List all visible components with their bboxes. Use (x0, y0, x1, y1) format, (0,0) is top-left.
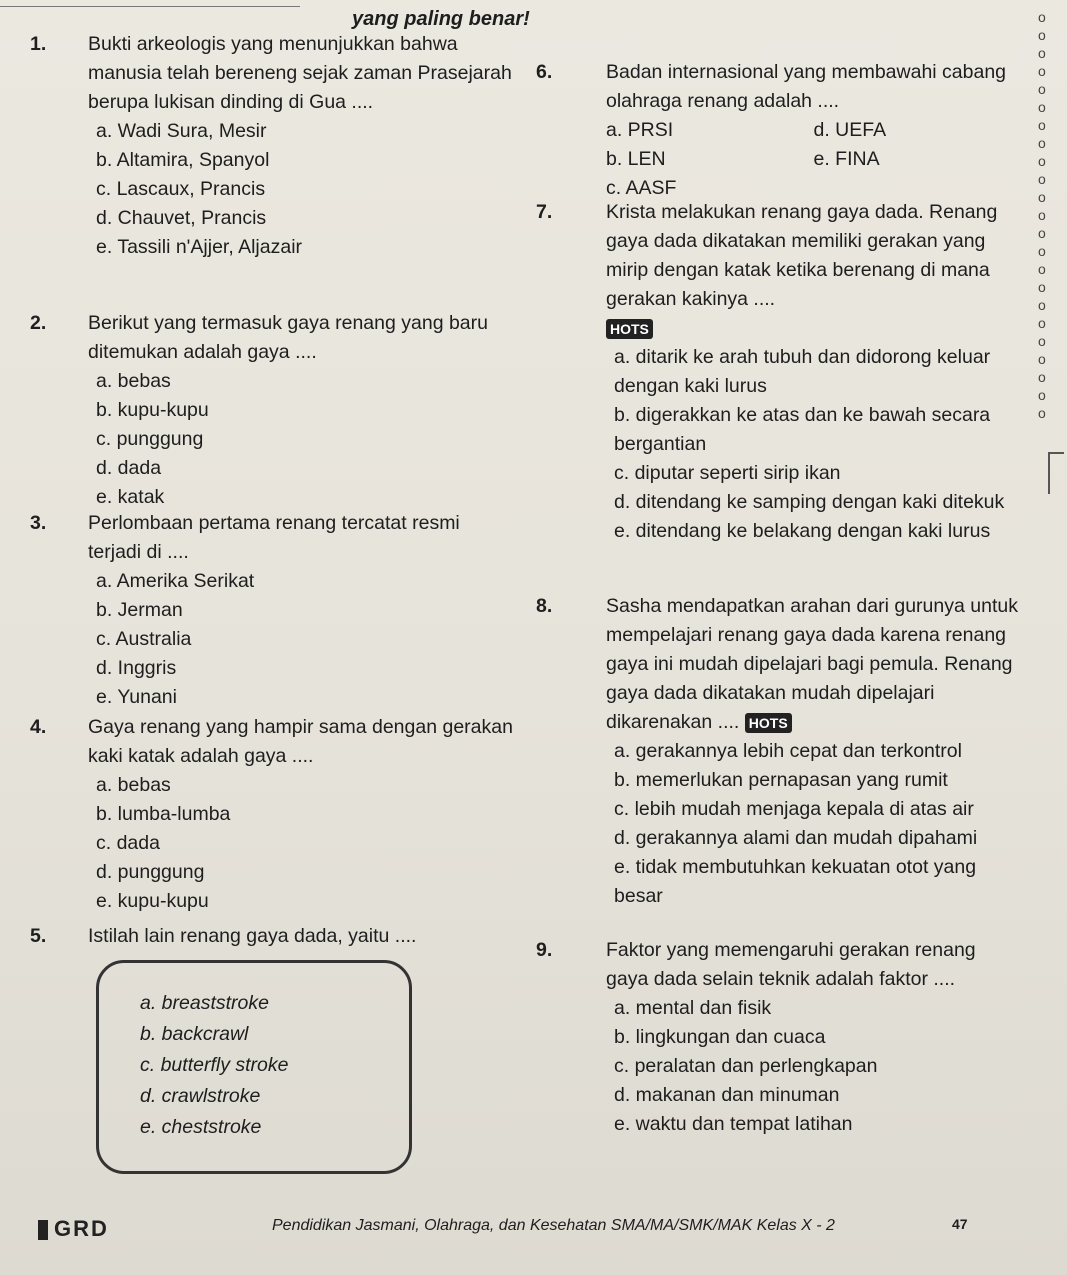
option-a[interactable]: a. gerakannya lebih cepat dan terkontrol (614, 740, 962, 762)
question-number: 8. (536, 595, 553, 617)
option-list (88, 567, 518, 712)
question-6 (536, 58, 1021, 203)
hots-badge: HOTS (745, 713, 792, 733)
option-a[interactable]: a. PRSI (606, 119, 674, 141)
question-3 (30, 509, 518, 712)
option-e[interactable]: e. tidak membutuhkan kekuatan otot yang besar (614, 856, 977, 907)
option-a[interactable]: a. bebas (96, 370, 171, 392)
option-b[interactable]: b. lumba-lumba (96, 803, 231, 825)
option-d[interactable]: d. makanan dan minuman (614, 1084, 840, 1106)
publisher-logo: GRD (38, 1216, 109, 1242)
question-number: 2. (30, 312, 47, 334)
option-c[interactable]: c. dada (96, 832, 160, 854)
question-1 (30, 30, 518, 262)
option-d[interactable]: d. dada (96, 457, 162, 479)
question-9 (536, 936, 1021, 1139)
hots-badge: HOTS (606, 319, 653, 339)
option-c[interactable]: c. AASF (606, 177, 677, 199)
question-number: 6. (536, 61, 553, 83)
question-number: 3. (30, 512, 47, 534)
question-5 (30, 922, 528, 951)
book-title: Pendidikan Jasmani, Olahraga, dan Kesehatan SMA/MA/SMK/MAK Kelas X - 2 (272, 1217, 835, 1234)
question-stem: Badan internasional yang membawahi cabang olahraga renang adalah .... (606, 61, 1007, 112)
option-c[interactable]: c. butterfly stroke (140, 1054, 289, 1076)
option-a[interactable]: a. breaststroke (140, 992, 269, 1014)
page-number: 47 (952, 1216, 968, 1232)
option-e[interactable]: e. ditendang ke belakang dengan kaki lurus (614, 520, 991, 542)
question-stem-text: Sasha mendapatkan arahan dari gurunya untuk mempelajari renang gaya dada karena renang gaya ini mudah dipelajari bagi pemula. Renang gaya dada dikatakan mudah dipelajari dikarenakan .... (606, 595, 1018, 733)
question-stem: Istilah lain renang gaya dada, yaitu .... (88, 925, 417, 947)
option-list (606, 737, 1021, 911)
option-e[interactable]: e. FINA (813, 148, 880, 170)
question-stem: Perlombaan pertama renang tercatat resmi terjadi di .... (88, 512, 460, 563)
option-c[interactable]: c. punggung (96, 428, 204, 450)
option-e[interactable]: e. waktu dan tempat latihan (614, 1113, 853, 1135)
option-a[interactable]: a. bebas (96, 774, 171, 796)
option-b[interactable]: b. backcrawl (140, 1023, 249, 1045)
question-8 (536, 592, 1021, 911)
question-number: 5. (30, 925, 47, 947)
option-d[interactable]: d. Inggris (96, 657, 177, 679)
option-b[interactable]: b. Altamira, Spanyol (96, 149, 270, 171)
question-stem: Bukti arkeologis yang menunjukkan bahwa manusia telah bereneng sejak zaman Prasejarah berupa lukisan dinding di Gua .... (88, 33, 512, 113)
question-number: 9. (536, 939, 553, 961)
question-number: 1. (30, 33, 47, 55)
option-list (88, 117, 518, 262)
question-7 (536, 198, 1021, 546)
option-b[interactable]: b. digerakkan ke atas dan ke bawah secara bergantian (614, 404, 991, 455)
option-d[interactable]: d. ditendang ke samping dengan kaki ditekuk (614, 491, 1005, 513)
question-stem: Krista melakukan renang gaya dada. Renang gaya dada dikatakan memiliki gerakan yang mirip dengan katak ketika berenang di mana gerakan kakinya .... (606, 201, 998, 310)
option-list (140, 988, 288, 1143)
option-list (88, 771, 518, 916)
option-d[interactable]: d. crawlstroke (140, 1085, 261, 1107)
option-c[interactable]: c. peralatan dan perlengkapan (614, 1055, 878, 1077)
option-e[interactable]: e. Tassili n'Ajjer, Aljazair (96, 236, 303, 258)
option-b[interactable]: b. LEN (606, 148, 666, 170)
option-a[interactable]: a. mental dan fisik (614, 997, 772, 1019)
option-list (88, 367, 518, 512)
option-d[interactable]: d. gerakannya alami dan mudah dipahami (614, 827, 978, 849)
margin-bracket (1048, 452, 1064, 494)
option-c[interactable]: c. Lascaux, Prancis (96, 178, 266, 200)
instruction-heading: yang paling benar! (352, 8, 530, 30)
option-a[interactable]: a. Amerika Serikat (96, 570, 255, 592)
spiral-binding: o o o o o o o o o o o o o o o o o o o o o o o (1038, 9, 1046, 421)
option-list (606, 116, 1021, 203)
option-c[interactable]: c. Australia (96, 628, 192, 650)
option-e[interactable]: e. Yunani (96, 686, 177, 708)
option-e[interactable]: e. katak (96, 486, 165, 508)
option-b[interactable]: b. kupu-kupu (96, 399, 209, 421)
question-number: 4. (30, 716, 47, 738)
option-list (606, 343, 1021, 546)
option-list (606, 994, 1021, 1139)
question-number: 7. (536, 201, 553, 223)
cropped-header-rule (0, 6, 300, 7)
question-4 (30, 713, 518, 916)
question-stem (606, 592, 1021, 737)
option-d[interactable]: d. Chauvet, Prancis (96, 207, 267, 229)
option-d[interactable]: d. punggung (96, 861, 205, 883)
option-c[interactable]: c. diputar seperti sirip ikan (614, 462, 841, 484)
option-e[interactable]: e. kupu-kupu (96, 890, 209, 912)
question-2 (30, 309, 518, 512)
option-c[interactable]: c. lebih mudah menjaga kepala di atas air (614, 798, 974, 820)
option-d[interactable]: d. UEFA (813, 119, 887, 141)
option-b[interactable]: b. lingkungan dan cuaca (614, 1026, 826, 1048)
option-e[interactable]: e. cheststroke (140, 1116, 262, 1138)
option-a[interactable]: a. Wadi Sura, Mesir (96, 120, 267, 142)
question-stem: Faktor yang memengaruhi gerakan renang gaya dada selain teknik adalah faktor .... (606, 939, 976, 990)
question-stem: Gaya renang yang hampir sama dengan gerakan kaki katak adalah gaya .... (88, 716, 513, 767)
option-b[interactable]: b. memerlukan pernapasan yang rumit (614, 769, 948, 791)
question-stem: Berikut yang termasuk gaya renang yang baru ditemukan adalah gaya .... (88, 312, 488, 363)
option-a[interactable]: a. ditarik ke arah tubuh dan didorong keluar dengan kaki lurus (614, 346, 991, 397)
option-b[interactable]: b. Jerman (96, 599, 183, 621)
